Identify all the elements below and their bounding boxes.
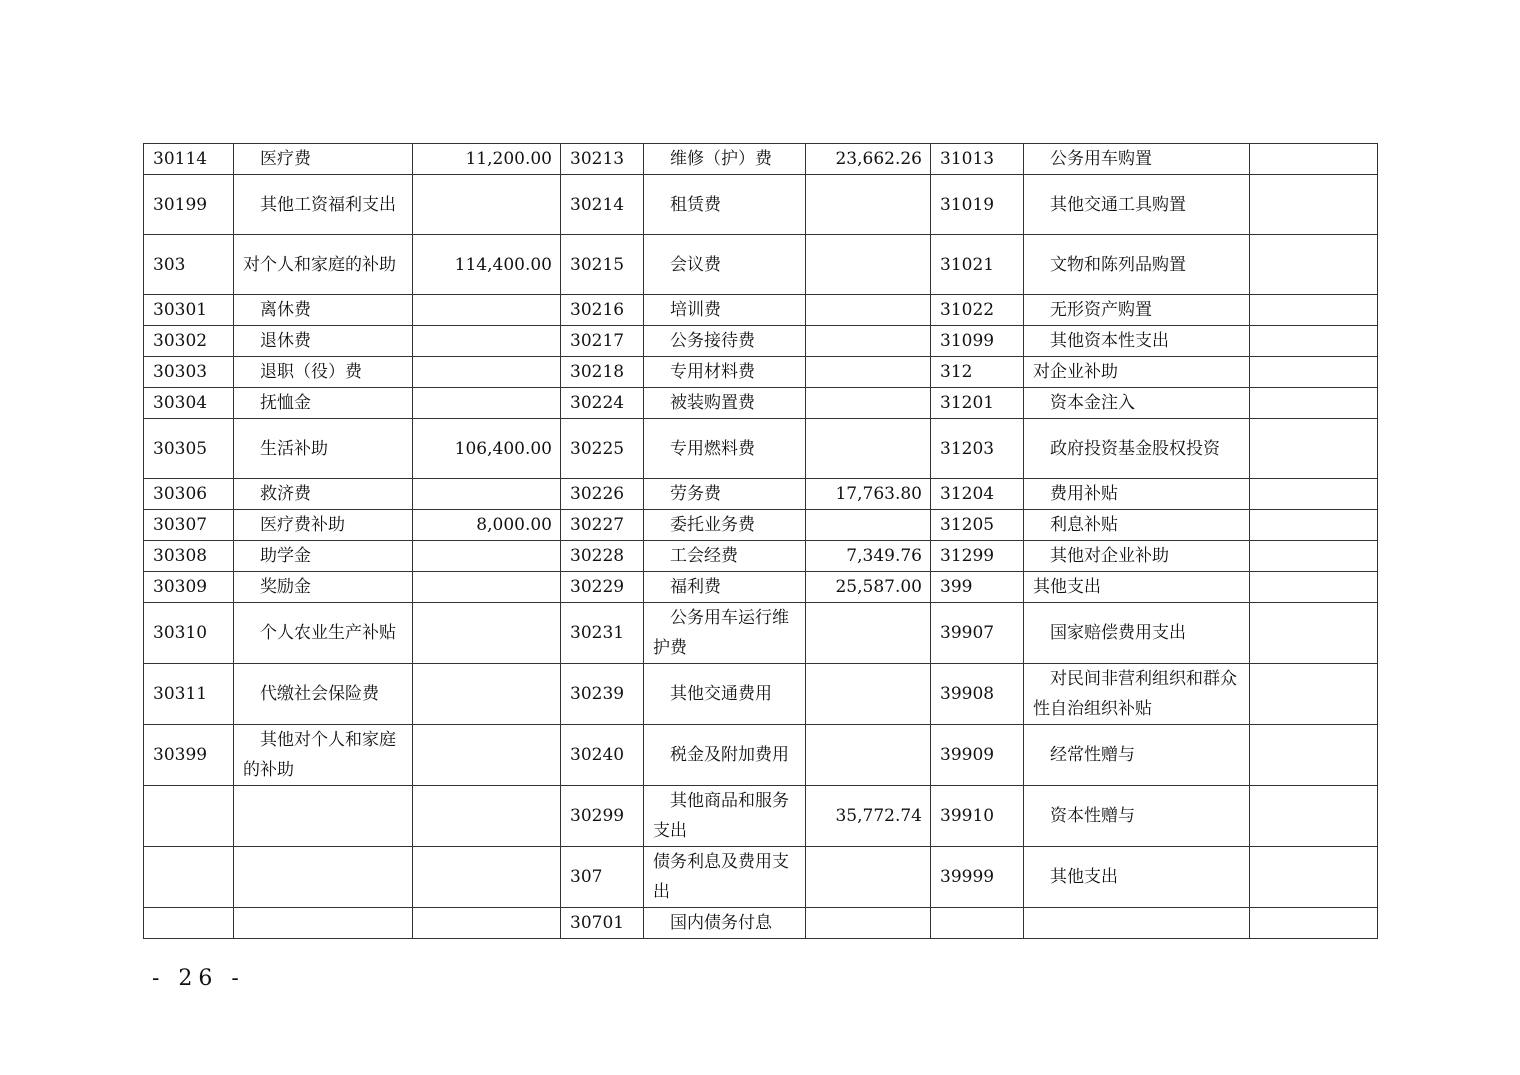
item-code-cell: 30701 — [561, 908, 644, 939]
item-name-cell: 政府投资基金股权投资 — [1024, 419, 1250, 479]
amount-cell — [806, 175, 931, 235]
item-code-cell: 30216 — [561, 295, 644, 326]
page-number: - 26 - — [152, 966, 245, 991]
item-name-cell: 退休费 — [234, 326, 413, 357]
table-row — [144, 144, 1378, 175]
item-code-cell: 31201 — [931, 388, 1024, 419]
table-row — [144, 326, 1378, 357]
amount-cell — [1250, 572, 1378, 603]
item-name-cell: 医疗费 — [234, 144, 413, 175]
item-name-cell: 国内债务付息 — [644, 908, 806, 939]
item-code-cell: 30239 — [561, 664, 644, 725]
item-code-cell: 30306 — [144, 479, 234, 510]
table-row — [144, 419, 1378, 479]
item-name-cell: 资本金注入 — [1024, 388, 1250, 419]
item-code-cell: 30309 — [144, 572, 234, 603]
item-name-cell: 生活补助 — [234, 419, 413, 479]
item-code-cell: 31205 — [931, 510, 1024, 541]
amount-cell — [1250, 908, 1378, 939]
table-row — [144, 510, 1378, 541]
amount-cell: 7,349.76 — [806, 541, 931, 572]
item-name-cell: 经常性赠与 — [1024, 725, 1250, 786]
item-name-cell: 其他资本性支出 — [1024, 326, 1250, 357]
item-name-cell: 税金及附加费用 — [644, 725, 806, 786]
amount-cell — [413, 326, 561, 357]
amount-cell: 25,587.00 — [806, 572, 931, 603]
item-code-cell: 30227 — [561, 510, 644, 541]
amount-cell — [413, 175, 561, 235]
item-code-cell: 39910 — [931, 786, 1024, 847]
table-body — [144, 144, 1378, 939]
item-name-cell: 其他交通费用 — [644, 664, 806, 725]
item-code-cell: 39909 — [931, 725, 1024, 786]
amount-cell — [413, 295, 561, 326]
item-code-cell: 312 — [931, 357, 1024, 388]
item-code-cell: 30302 — [144, 326, 234, 357]
amount-cell — [1250, 419, 1378, 479]
item-name-cell: 专用材料费 — [644, 357, 806, 388]
item-code-cell: 30229 — [561, 572, 644, 603]
item-name-cell: 文物和陈列品购置 — [1024, 235, 1250, 295]
item-name-cell: 对企业补助 — [1024, 357, 1250, 388]
amount-cell — [413, 572, 561, 603]
amount-cell — [1250, 510, 1378, 541]
item-name-cell: 国家赔偿费用支出 — [1024, 603, 1250, 664]
item-name-cell: 资本性赠与 — [1024, 786, 1250, 847]
item-name-cell: 奖励金 — [234, 572, 413, 603]
item-name-cell: 其他交通工具购置 — [1024, 175, 1250, 235]
item-code-cell — [931, 908, 1024, 939]
item-name-cell: 其他工资福利支出 — [234, 175, 413, 235]
amount-cell — [1250, 786, 1378, 847]
item-code-cell: 31299 — [931, 541, 1024, 572]
table-row — [144, 175, 1378, 235]
item-name-cell: 劳务费 — [644, 479, 806, 510]
amount-cell — [1250, 725, 1378, 786]
table-row — [144, 572, 1378, 603]
amount-cell — [413, 908, 561, 939]
item-code-cell: 31021 — [931, 235, 1024, 295]
amount-cell — [1250, 295, 1378, 326]
table-row — [144, 541, 1378, 572]
amount-cell — [413, 664, 561, 725]
item-code-cell: 30311 — [144, 664, 234, 725]
item-code-cell: 303 — [144, 235, 234, 295]
amount-cell — [806, 388, 931, 419]
item-name-cell: 债务利息及费用支出 — [644, 847, 806, 908]
item-code-cell: 39999 — [931, 847, 1024, 908]
item-name-cell: 公务接待费 — [644, 326, 806, 357]
item-code-cell: 30224 — [561, 388, 644, 419]
amount-cell: 114,400.00 — [413, 235, 561, 295]
item-name-cell: 工会经费 — [644, 541, 806, 572]
item-code-cell: 31204 — [931, 479, 1024, 510]
item-code-cell: 30218 — [561, 357, 644, 388]
amount-cell — [806, 603, 931, 664]
amount-cell — [806, 908, 931, 939]
item-code-cell: 30310 — [144, 603, 234, 664]
table-row — [144, 664, 1378, 725]
item-name-cell: 费用补贴 — [1024, 479, 1250, 510]
table-row — [144, 725, 1378, 786]
table-row — [144, 786, 1378, 847]
amount-cell — [413, 541, 561, 572]
table-row — [144, 479, 1378, 510]
item-code-cell: 30301 — [144, 295, 234, 326]
amount-cell — [413, 479, 561, 510]
amount-cell — [1250, 388, 1378, 419]
item-code-cell: 399 — [931, 572, 1024, 603]
table-row — [144, 295, 1378, 326]
amount-cell — [1250, 175, 1378, 235]
item-code-cell: 30213 — [561, 144, 644, 175]
item-name-cell: 会议费 — [644, 235, 806, 295]
table-row — [144, 847, 1378, 908]
amount-cell — [413, 388, 561, 419]
amount-cell — [806, 326, 931, 357]
amount-cell — [806, 510, 931, 541]
item-code-cell — [144, 908, 234, 939]
item-name-cell: 离休费 — [234, 295, 413, 326]
amount-cell — [1250, 603, 1378, 664]
item-name-cell: 培训费 — [644, 295, 806, 326]
item-name-cell: 其他商品和服务支出 — [644, 786, 806, 847]
table-row — [144, 235, 1378, 295]
item-code-cell: 39907 — [931, 603, 1024, 664]
item-name-cell: 代缴社会保险费 — [234, 664, 413, 725]
item-name-cell: 公务用车购置 — [1024, 144, 1250, 175]
item-code-cell — [144, 786, 234, 847]
item-code-cell: 31013 — [931, 144, 1024, 175]
item-name-cell — [234, 786, 413, 847]
amount-cell: 11,200.00 — [413, 144, 561, 175]
amount-cell — [806, 725, 931, 786]
amount-cell — [806, 357, 931, 388]
amount-cell — [806, 664, 931, 725]
table-row — [144, 908, 1378, 939]
amount-cell — [1250, 357, 1378, 388]
item-code-cell: 30215 — [561, 235, 644, 295]
amount-cell: 35,772.74 — [806, 786, 931, 847]
item-name-cell: 被装购置费 — [644, 388, 806, 419]
item-name-cell: 个人农业生产补贴 — [234, 603, 413, 664]
amount-cell — [413, 786, 561, 847]
item-name-cell: 其他支出 — [1024, 572, 1250, 603]
amount-cell — [1250, 479, 1378, 510]
item-code-cell: 31099 — [931, 326, 1024, 357]
item-name-cell: 福利费 — [644, 572, 806, 603]
item-code-cell: 30199 — [144, 175, 234, 235]
amount-cell — [1250, 541, 1378, 572]
amount-cell — [1250, 847, 1378, 908]
item-code-cell: 31203 — [931, 419, 1024, 479]
item-code-cell: 30240 — [561, 725, 644, 786]
item-name-cell: 维修（护）费 — [644, 144, 806, 175]
amount-cell: 106,400.00 — [413, 419, 561, 479]
item-code-cell: 30225 — [561, 419, 644, 479]
item-code-cell: 30226 — [561, 479, 644, 510]
item-name-cell: 退职（役）费 — [234, 357, 413, 388]
item-code-cell: 30307 — [144, 510, 234, 541]
amount-cell — [413, 603, 561, 664]
item-name-cell: 医疗费补助 — [234, 510, 413, 541]
item-code-cell: 30114 — [144, 144, 234, 175]
item-name-cell — [1024, 908, 1250, 939]
item-name-cell: 利息补贴 — [1024, 510, 1250, 541]
amount-cell — [1250, 664, 1378, 725]
item-code-cell: 30304 — [144, 388, 234, 419]
amount-cell — [806, 419, 931, 479]
item-code-cell: 30305 — [144, 419, 234, 479]
item-name-cell: 无形资产购置 — [1024, 295, 1250, 326]
item-code-cell: 31019 — [931, 175, 1024, 235]
amount-cell — [806, 295, 931, 326]
item-code-cell: 30214 — [561, 175, 644, 235]
item-name-cell — [234, 908, 413, 939]
amount-cell: 8,000.00 — [413, 510, 561, 541]
amount-cell — [1250, 326, 1378, 357]
item-name-cell: 租赁费 — [644, 175, 806, 235]
item-code-cell: 30299 — [561, 786, 644, 847]
table-row — [144, 388, 1378, 419]
amount-cell — [413, 847, 561, 908]
item-name-cell: 对个人和家庭的补助 — [234, 235, 413, 295]
item-name-cell: 其他对企业补助 — [1024, 541, 1250, 572]
amount-cell — [1250, 144, 1378, 175]
table-row — [144, 357, 1378, 388]
item-name-cell: 助学金 — [234, 541, 413, 572]
item-code-cell: 30217 — [561, 326, 644, 357]
item-code-cell — [144, 847, 234, 908]
item-code-cell: 31022 — [931, 295, 1024, 326]
item-code-cell: 30228 — [561, 541, 644, 572]
amount-cell — [1250, 235, 1378, 295]
item-code-cell: 307 — [561, 847, 644, 908]
item-code-cell: 30308 — [144, 541, 234, 572]
item-name-cell: 其他支出 — [1024, 847, 1250, 908]
item-code-cell: 30231 — [561, 603, 644, 664]
item-name-cell: 公务用车运行维护费 — [644, 603, 806, 664]
item-name-cell: 救济费 — [234, 479, 413, 510]
amount-cell: 23,662.26 — [806, 144, 931, 175]
amount-cell — [413, 725, 561, 786]
item-code-cell: 30399 — [144, 725, 234, 786]
item-name-cell: 专用燃料费 — [644, 419, 806, 479]
item-name-cell: 其他对个人和家庭的补助 — [234, 725, 413, 786]
amount-cell — [806, 847, 931, 908]
item-name-cell: 委托业务费 — [644, 510, 806, 541]
item-name-cell: 抚恤金 — [234, 388, 413, 419]
item-code-cell: 30303 — [144, 357, 234, 388]
item-name-cell — [234, 847, 413, 908]
table-row — [144, 603, 1378, 664]
amount-cell: 17,763.80 — [806, 479, 931, 510]
amount-cell — [413, 357, 561, 388]
expenditure-table — [143, 143, 1378, 939]
item-name-cell: 对民间非营利组织和群众性自治组织补贴 — [1024, 664, 1250, 725]
amount-cell — [806, 235, 931, 295]
item-code-cell: 39908 — [931, 664, 1024, 725]
